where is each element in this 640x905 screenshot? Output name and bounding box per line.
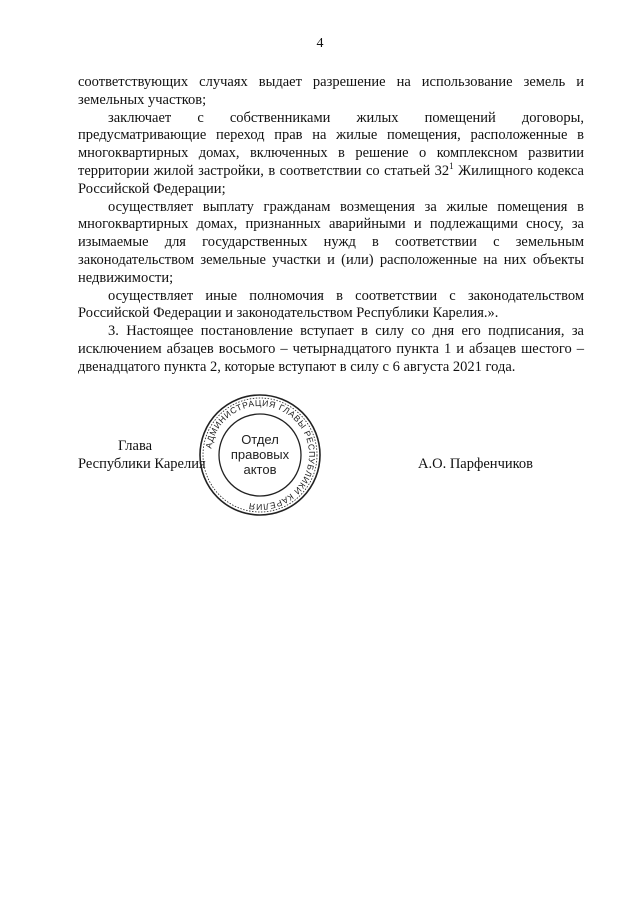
paragraph-5: 3. Настоящее постановление вступает в силу со дня его подписания, за исключением абзацев восьмого – четырнадцатого пункта 1 и абзацев шестого – двенадцатого пункта 2, которые вступают в силу с 6 августа 2021 года. — [78, 323, 584, 375]
paragraph-1: соответствующих случаях выдает разрешение на использование земель и земельных участков; — [78, 74, 584, 108]
stamp-ring-text: АДМИНИСТРАЦИЯ ГЛАВЫ РЕСПУБЛИКИ КАРЕЛИЯ — [203, 397, 318, 513]
stamp-line-3: актов — [243, 462, 277, 477]
page-number: 4 — [316, 36, 324, 51]
signatory-organization: Республики Карелия — [78, 456, 206, 472]
paragraph-2-text: заключает с собственниками жилых помещений договоры, предусматривающие переход прав на жилые помещения, расположенные в многоквартирных домах, включенных в решение о комплексном развитии территории жилой застройки, в соответствии со статьей 32 — [78, 109, 584, 179]
paragraph-4: осуществляет иные полномочия в соответствии с законодательством Российской Федерации и законодательством Республики Карелия.». — [78, 287, 584, 322]
official-stamp — [197, 392, 323, 518]
signatory-title: Глава — [118, 438, 153, 454]
article-superscript: 1 — [449, 161, 454, 172]
paragraph-3: осуществляет выплату гражданам возмещения за жилые помещения в многоквартирных домах, признанных аварийными и подлежащими сносу, за изымаемые для государственных нужд в соответствии с земельным законодательством земельные участки и (или) расположенные на них объекты недвижимости; — [78, 198, 584, 286]
paragraph-2 — [78, 110, 584, 199]
signatory-name: А.О. Парфенчиков — [418, 456, 534, 472]
paragraph-2-end: Жилищного кодекса Российской Федерации; — [78, 162, 584, 197]
document-body — [78, 74, 584, 377]
stamp-line-2: правовых — [230, 447, 290, 462]
stamp-line-1: Отдел — [241, 432, 279, 447]
